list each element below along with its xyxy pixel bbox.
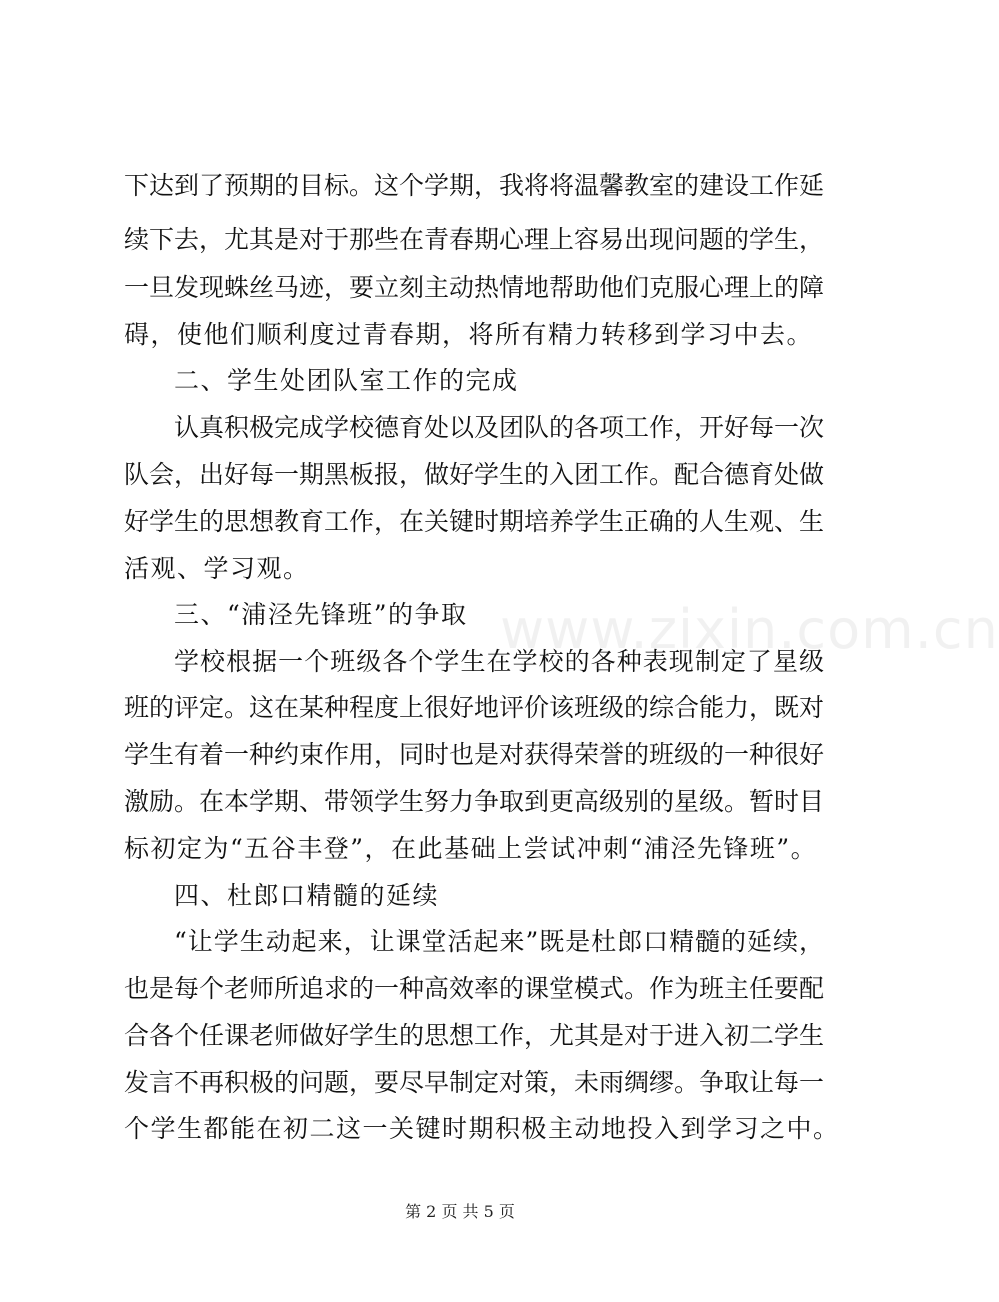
section-heading: 二、学生处团队室工作的完成 <box>174 366 519 395</box>
text-line: “让学生动起来，让课堂活起来”既是杜郎口精髓的延续， <box>174 927 824 956</box>
text-line: 合各个任课老师做好学生的思想工作，尤其是对于进入初二学生 <box>124 1021 825 1050</box>
text-line: 也是每个老师所追求的一种高效率的课堂模式。作为班主任要配 <box>124 974 825 1003</box>
section-heading: 四、杜郎口精髓的延续 <box>174 881 440 910</box>
text-line: 学生有着一种约束作用，同时也是对获得荣誉的班级的一种很好 <box>124 740 825 769</box>
text-line: 个学生都能在初二这一关键时期积极主动地投入到学习之中。 <box>124 1114 840 1143</box>
text-line: 学校根据一个班级各个学生在学校的各种表现制定了星级 <box>174 647 824 676</box>
text-line: 发言不再积极的问题，要尽早制定对策，未雨绸缪。争取让每一 <box>124 1068 825 1097</box>
page-footer: 第 2 页 共 5 页 <box>405 1202 515 1221</box>
text-line: 激励。在本学期、带领学生努力争取到更高级别的星级。暂时目 <box>124 787 825 816</box>
text-line: 碍，使他们顺利度过青春期，将所有精力转移到学习中去。 <box>124 320 814 349</box>
text-line: 一旦发现蛛丝马迹，要立刻主动热情地帮助他们克服心理上的障 <box>124 273 825 302</box>
text-line: 活观、学习观。 <box>124 554 310 583</box>
section-heading: 三、“浦泾先锋班”的争取 <box>174 600 468 629</box>
text-line: 下达到了预期的目标。这个学期，我将将温馨教室的建设工作延 <box>124 171 825 200</box>
text-line: 认真积极完成学校德育处以及团队的各项工作，开好每一次 <box>174 413 825 442</box>
text-line: 班的评定。这在某种程度上很好地评价该班级的综合能力，既对 <box>124 693 825 722</box>
text-line: 好学生的思想教育工作，在关键时期培养学生正确的人生观、生 <box>124 507 825 536</box>
text-line: 队会，出好每一期黑板报，做好学生的入团工作。配合德育处做 <box>124 460 825 489</box>
text-line: 续下去，尤其是对于那些在青春期心理上容易出现问题的学生， <box>124 225 825 254</box>
text-line: 标初定为“五谷丰登”，在此基础上尝试冲刺“浦泾先锋班”。 <box>124 834 818 863</box>
watermark: www.zixin.com.cn <box>500 598 999 661</box>
